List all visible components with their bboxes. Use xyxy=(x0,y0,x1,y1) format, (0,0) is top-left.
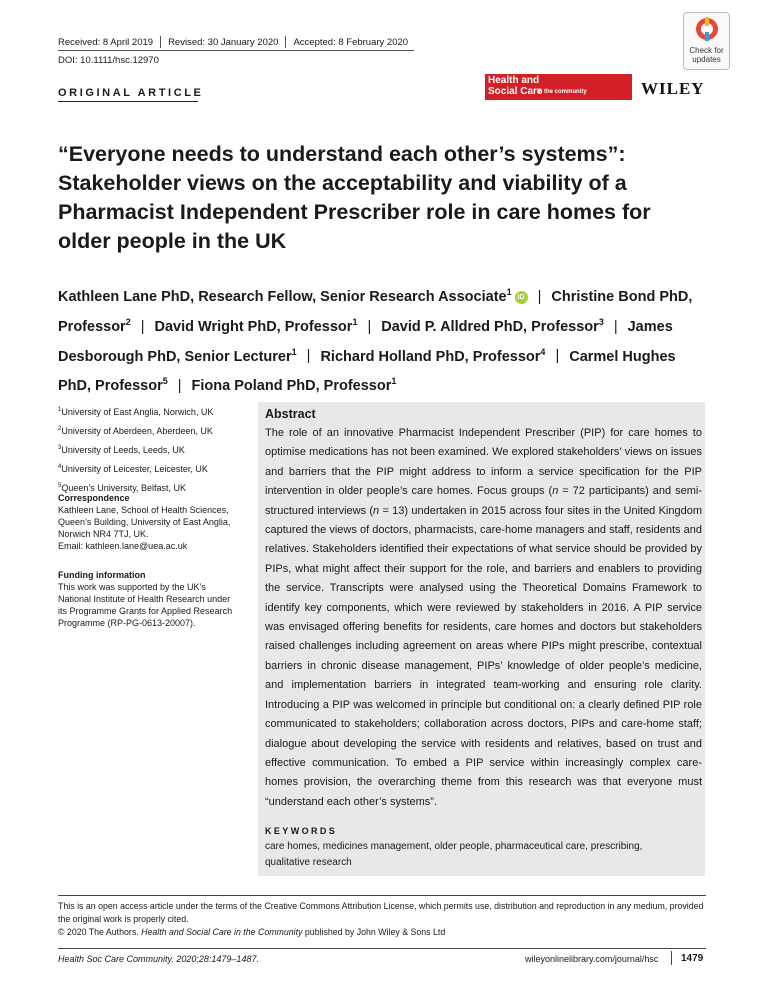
affiliation-number: 5 xyxy=(58,483,62,489)
author-list xyxy=(58,280,708,399)
affiliation-text: Queen’s University, Belfast, UK xyxy=(61,483,187,493)
affiliations xyxy=(58,402,248,497)
date-divider xyxy=(285,36,286,48)
affiliation-number: 4 xyxy=(58,464,62,470)
funding-line: This work was supported by the UK’s xyxy=(58,582,206,592)
abstract-text-part: = 72 participants) and semi-structured interviews ( xyxy=(265,485,702,517)
author-affiliation-marker: 1 xyxy=(291,346,297,357)
article-title: “Everyone needs to understand each other’s systems”: Stakeholder views on the acceptability and viability of a Pharmacist Independent Prescriber role in care homes for older people in the UK xyxy=(58,142,651,253)
keywords: care homes, medicines management, older people, pharmaceutical care, prescribing, qualitative research xyxy=(265,841,643,868)
funding-line: its Programme Grants for Applied Research xyxy=(58,606,233,616)
author-separator: | xyxy=(177,378,182,395)
author-affiliation-marker: 2 xyxy=(125,316,131,327)
journal-banner-line3: in the community xyxy=(537,89,587,95)
author-name[interactable]: James Desborough PhD, Senior Lecturer xyxy=(58,318,673,365)
received-date: Received: 8 April 2019 xyxy=(58,36,154,48)
author-affiliation-marker: 1 xyxy=(391,376,397,387)
abstract-text-part: = 13) undertaken in 2015 across four sites in the United Kingdom captured the views of doctors, pharmacists, care-home managers and staff, residents and relatives. Stakeholders identified their expectations of what service should be provided by PIPs, what might affect their support for the role, and barriers and enablers to providing the service. Transcripts were analysed using the Theoretical Domains Framework to identify key components, which were reviewed by stakeholders in 2016. A PIP service was envisaged offering benefits for residents, care homes and doctors but stakeholders raised challenges including agreement on areas where PIPs might prescribe, contextual barriers in chronic disease management, PIPs’ knowledge of older people’s medicine, and implementation barriers in integrated team-working and ensuring role clarity. Introducing a PIP was welcomed in principle but conditional on: a clearly defined PIP role communicated to stakeholders; collaboration across doctors, PIPs and care-home staff; dialogue about developing the service with residents and relatives, based on trust and effective communication. To embed a PIP service within increasingly complex care-homes provision, the overarching theme from this research was that everyone must “understand each other’s systems”. xyxy=(265,504,702,808)
author-name[interactable]: Kathleen Lane PhD, Research Fellow, Senior Research Associate xyxy=(58,288,507,305)
affiliation-number: 1 xyxy=(58,407,62,413)
copyright-suffix: published by John Wiley & Sons Ltd xyxy=(302,927,446,937)
author-affiliation-marker: 4 xyxy=(540,346,546,357)
affiliation-item xyxy=(58,421,248,440)
funding-line: National Institute of Health Research under xyxy=(58,594,231,604)
author-separator: | xyxy=(140,318,145,335)
correspondence-line: Queen’s Building, University of East Anglia, xyxy=(58,517,231,527)
author-affiliation-marker: 1 xyxy=(506,287,512,297)
license-rule xyxy=(58,895,706,896)
funding-line: Programme (RP-PG-0613-20007). xyxy=(58,618,196,628)
author-name[interactable]: David Wright PhD, Professor xyxy=(154,318,353,335)
affiliation-text: University of East Anglia, Norwich, UK xyxy=(61,407,214,417)
footer-rule xyxy=(58,948,706,949)
date-divider xyxy=(160,36,161,48)
copyright-line xyxy=(58,926,706,939)
copyright-prefix: © 2020 The Authors. xyxy=(58,927,142,937)
abstract-italic-n: n xyxy=(373,504,380,517)
check-for-updates-badge[interactable] xyxy=(683,12,730,70)
license-statement: This is an open access article under the terms of the Creative Commons Attribution License, which permits use, distribution and reproduction in any medium, provided the original work is properly cited. xyxy=(58,901,704,924)
affiliation-text: University of Aberdeen, Aberdeen, UK xyxy=(61,426,213,436)
correspondence xyxy=(58,492,248,552)
correspondence-email[interactable]: Email: kathleen.lane@uea.ac.uk xyxy=(58,541,188,551)
funding-heading: Funding information xyxy=(58,570,146,580)
author-name[interactable]: Christine Bond PhD, Professor xyxy=(58,288,693,335)
check-updates-line1: Check for xyxy=(689,46,724,55)
author-affiliation-marker: 1 xyxy=(352,316,358,327)
copyright-journal: Health and Social Care in the Community xyxy=(141,927,303,937)
author-separator: | xyxy=(555,348,560,365)
article-type: ORIGINAL ARTICLE xyxy=(58,87,204,99)
author-separator: | xyxy=(367,318,372,335)
orcid-icon[interactable]: iD xyxy=(515,291,528,304)
affiliation-item xyxy=(58,402,248,421)
affiliation-number: 2 xyxy=(58,426,62,432)
journal-banner-line2: Social Care xyxy=(488,86,543,97)
correspondence-line: Norwich NR4 7TJ, UK. xyxy=(58,529,149,539)
affiliation-item xyxy=(58,440,248,459)
author-affiliation-marker: 5 xyxy=(162,376,168,387)
funding-information xyxy=(58,569,248,629)
journal-citation: Health Soc Care Community. 2020;28:1479–1487. xyxy=(58,954,259,964)
abstract-heading: Abstract xyxy=(265,407,316,421)
author-separator: | xyxy=(306,348,311,365)
license-text xyxy=(58,900,706,939)
correspondence-line: Kathleen Lane, School of Health Sciences, xyxy=(58,505,229,515)
author-separator: | xyxy=(537,288,542,305)
affiliation-text: University of Leeds, Leeds, UK xyxy=(61,445,185,455)
author-name[interactable]: David P. Alldred PhD, Professor xyxy=(381,318,599,335)
author-name[interactable]: Richard Holland PhD, Professor xyxy=(320,348,541,365)
affiliation-text: University of Leicester, Leicester, UK xyxy=(61,464,208,474)
affiliation-number: 3 xyxy=(58,445,62,451)
author-name[interactable]: Carmel Hughes PhD, Professor xyxy=(58,348,676,395)
author-separator: | xyxy=(613,318,618,335)
revised-date: Revised: 30 January 2020 xyxy=(168,36,279,48)
author-name[interactable]: Fiona Poland PhD, Professor xyxy=(191,378,392,395)
publisher-logo: WILEY xyxy=(641,79,705,98)
abstract-text xyxy=(265,424,702,812)
article-type-rule xyxy=(58,101,198,102)
page-number: 1479 xyxy=(681,953,704,964)
accepted-date: Accepted: 8 February 2020 xyxy=(293,36,409,48)
journal-url[interactable]: wileyonlinelibrary.com/journal/hsc xyxy=(525,954,659,964)
publication-dates xyxy=(58,35,408,49)
journal-banner-logo xyxy=(485,74,632,100)
abstract-box xyxy=(258,402,705,876)
crossmark-icon xyxy=(695,17,719,41)
abstract-text-part: The role of an innovative Pharmacist Independent Prescriber (PIP) for care homes to optimise medications has not been examined. We explored stakeholders’ views on issues and barriers that the PIP might address to inform a service specification for the PIP intervention in older people’s care homes. Focus groups ( xyxy=(265,427,702,498)
footer-divider xyxy=(671,951,672,965)
journal-banner-line1: Health and xyxy=(488,75,540,86)
correspondence-heading: Correspondence xyxy=(58,493,130,503)
abstract-italic-n: n xyxy=(552,485,559,498)
check-updates-line2: updates xyxy=(692,54,721,64)
author-affiliation-marker: 3 xyxy=(598,316,604,327)
affiliation-item xyxy=(58,459,248,478)
doi[interactable]: DOI: 10.1111/hsc.12970 xyxy=(58,55,159,66)
header-rule xyxy=(58,50,414,51)
keywords-heading: KEYWORDS xyxy=(265,826,338,836)
